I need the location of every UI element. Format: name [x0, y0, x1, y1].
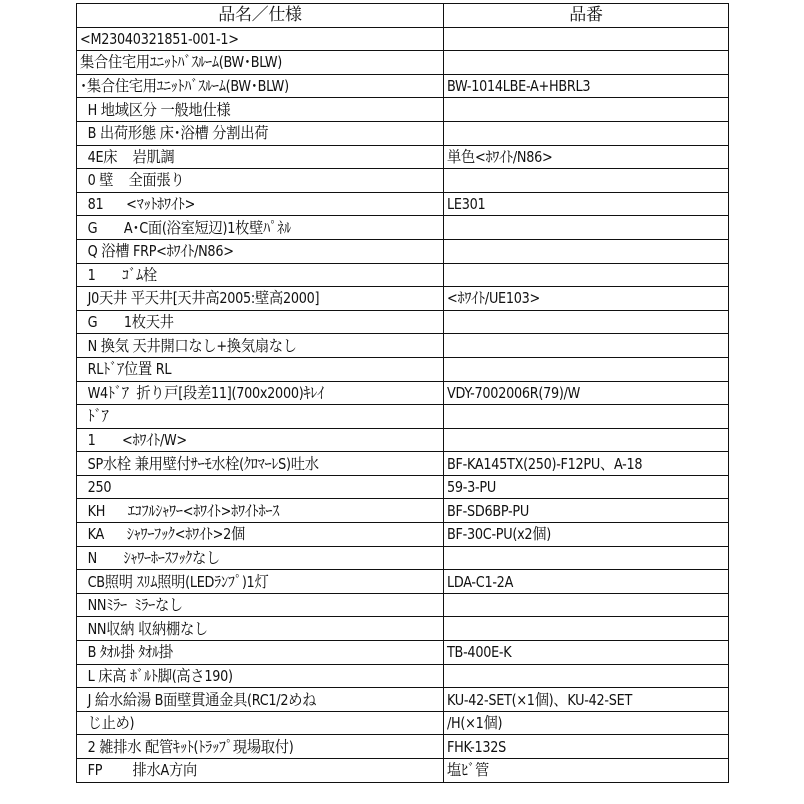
part-number-cell: 単色<ﾎﾜｲﾄ/N86> — [444, 145, 729, 169]
part-number-cell: VDY-7002006R(79)/W — [444, 381, 729, 405]
spec-cell: FP 排水A方向 — [77, 759, 444, 783]
table-row — [77, 688, 729, 712]
part-number-cell: LE301 — [444, 192, 729, 216]
part-number-cell: <ﾎﾜｲﾄ/UE103> — [444, 287, 729, 311]
spec-cell: G 1枚天井 — [77, 310, 444, 334]
table-row — [77, 711, 729, 735]
part-number-cell — [444, 664, 729, 688]
part-number-cell — [444, 27, 729, 51]
part-number-cell — [444, 617, 729, 641]
table-row — [77, 169, 729, 193]
table-row — [77, 735, 729, 759]
header-part-number: 品番 — [444, 4, 729, 28]
table-row — [77, 759, 729, 783]
spec-cell: N ｼｬﾜｰﾎｰｽﾌｯｸなし — [77, 546, 444, 570]
table-row — [77, 523, 729, 547]
spec-cell: KA ｼｬﾜｰﾌｯｸ<ﾎﾜｲﾄ>2個 — [77, 523, 444, 547]
part-number-cell: TB-400E-K — [444, 641, 729, 665]
table-row — [77, 405, 729, 429]
table-row — [77, 334, 729, 358]
spec-cell: RLﾄﾞｱ位置 RL — [77, 357, 444, 381]
table-row — [77, 664, 729, 688]
part-number-cell — [444, 546, 729, 570]
spec-cell: B ﾀｵﾙ掛 ﾀｵﾙ掛 — [77, 641, 444, 665]
table-row — [77, 381, 729, 405]
table-row — [77, 121, 729, 145]
spec-cell: B 出荷形態 床･浴槽 分割出荷 — [77, 121, 444, 145]
part-number-cell: KU-42-SET(×1個)、KU-42-SET — [444, 688, 729, 712]
table-row — [77, 145, 729, 169]
table-row — [77, 263, 729, 287]
table-row — [77, 546, 729, 570]
spec-cell: 0 壁 全面張り — [77, 169, 444, 193]
spec-cell: NN収納 収納棚なし — [77, 617, 444, 641]
part-number-cell — [444, 593, 729, 617]
spec-cell: じ止め) — [77, 711, 444, 735]
spec-cell: 集合住宅用ﾕﾆｯﾄﾊﾞｽﾙｰﾑ(BW･BLW) — [77, 51, 444, 75]
table-row — [77, 74, 729, 98]
part-number-cell — [444, 121, 729, 145]
spec-cell: ･集合住宅用ﾕﾆｯﾄﾊﾞｽﾙｰﾑ(BW･BLW) — [77, 74, 444, 98]
table-row — [77, 27, 729, 51]
table-row — [77, 51, 729, 75]
part-number-cell — [444, 334, 729, 358]
part-number-cell — [444, 98, 729, 122]
part-number-cell — [444, 263, 729, 287]
part-number-cell — [444, 405, 729, 429]
part-number-cell: FHK-132S — [444, 735, 729, 759]
table-row — [77, 570, 729, 594]
header-product-spec: 品名／仕様 — [77, 4, 444, 28]
table-header-row — [77, 4, 729, 28]
table-row — [77, 357, 729, 381]
spec-cell: SP水栓 兼用壁付ｻｰﾓ水栓(ｸﾛﾏｰﾚS)吐水 — [77, 452, 444, 476]
table-row — [77, 239, 729, 263]
spec-cell: L 床高 ﾎﾞﾙﾄ脚(高さ190) — [77, 664, 444, 688]
spec-cell: W4ﾄﾞｱ 折り戸[段差11](700x2000)ｷﾚｲ — [77, 381, 444, 405]
spec-cell: NNﾐﾗｰ ﾐﾗｰなし — [77, 593, 444, 617]
part-number-cell: 塩ﾋﾞ管 — [444, 759, 729, 783]
table-row — [77, 593, 729, 617]
table-row — [77, 641, 729, 665]
spec-sheet — [76, 3, 728, 783]
spec-cell: 1 <ﾎﾜｲﾄ/W> — [77, 428, 444, 452]
table-body — [77, 27, 729, 782]
table-row — [77, 310, 729, 334]
part-number-cell: LDA-C1-2A — [444, 570, 729, 594]
part-number-cell: /H(×1個) — [444, 711, 729, 735]
spec-cell: G A･C面(浴室短辺)1枚壁ﾊﾟﾈﾙ — [77, 216, 444, 240]
spec-cell: 250 — [77, 475, 444, 499]
spec-cell: Q 浴槽 FRP<ﾎﾜｲﾄ/N86> — [77, 239, 444, 263]
table-row — [77, 192, 729, 216]
spec-cell: KH ｴｺﾌﾙｼｬﾜｰ<ﾎﾜｲﾄ>ﾎﾜｲﾄﾎｰｽ — [77, 499, 444, 523]
table-row — [77, 475, 729, 499]
part-number-cell — [444, 428, 729, 452]
spec-cell: 81 <ﾏｯﾄﾎﾜｲﾄ> — [77, 192, 444, 216]
spec-cell: H 地域区分 一般地仕様 — [77, 98, 444, 122]
spec-cell: <M23040321851-001-1> — [77, 27, 444, 51]
part-number-cell: BF-30C-PU(x2個) — [444, 523, 729, 547]
spec-cell: J0天井 平天井[天井高2005:壁高2000] — [77, 287, 444, 311]
spec-cell: ﾄﾞｱ — [77, 405, 444, 429]
part-number-cell: BF-KA145TX(250)-F12PU、A-18 — [444, 452, 729, 476]
table-row — [77, 428, 729, 452]
table-row — [77, 452, 729, 476]
part-number-cell — [444, 216, 729, 240]
spec-cell: CB照明 ｽﾘﾑ照明(LEDﾗﾝﾌﾟ)1灯 — [77, 570, 444, 594]
spec-table — [76, 3, 729, 783]
spec-cell: 4E床 岩肌調 — [77, 145, 444, 169]
part-number-cell — [444, 239, 729, 263]
spec-cell: J 給水給湯 B面壁貫通金具(RC1/2めね — [77, 688, 444, 712]
part-number-cell — [444, 357, 729, 381]
table-row — [77, 617, 729, 641]
part-number-cell: BF-SD6BP-PU — [444, 499, 729, 523]
table-row — [77, 287, 729, 311]
spec-cell: 1 ｺﾞﾑ栓 — [77, 263, 444, 287]
part-number-cell: BW-1014LBE-A+HBRL3 — [444, 74, 729, 98]
spec-cell: N 換気 天井開口なし+換気扇なし — [77, 334, 444, 358]
table-row — [77, 98, 729, 122]
spec-cell: 2 雑排水 配管ｷｯﾄ(ﾄﾗｯﾌﾟ現場取付) — [77, 735, 444, 759]
part-number-cell: 59-3-PU — [444, 475, 729, 499]
table-row — [77, 499, 729, 523]
part-number-cell — [444, 169, 729, 193]
part-number-cell — [444, 310, 729, 334]
part-number-cell — [444, 51, 729, 75]
table-row — [77, 216, 729, 240]
